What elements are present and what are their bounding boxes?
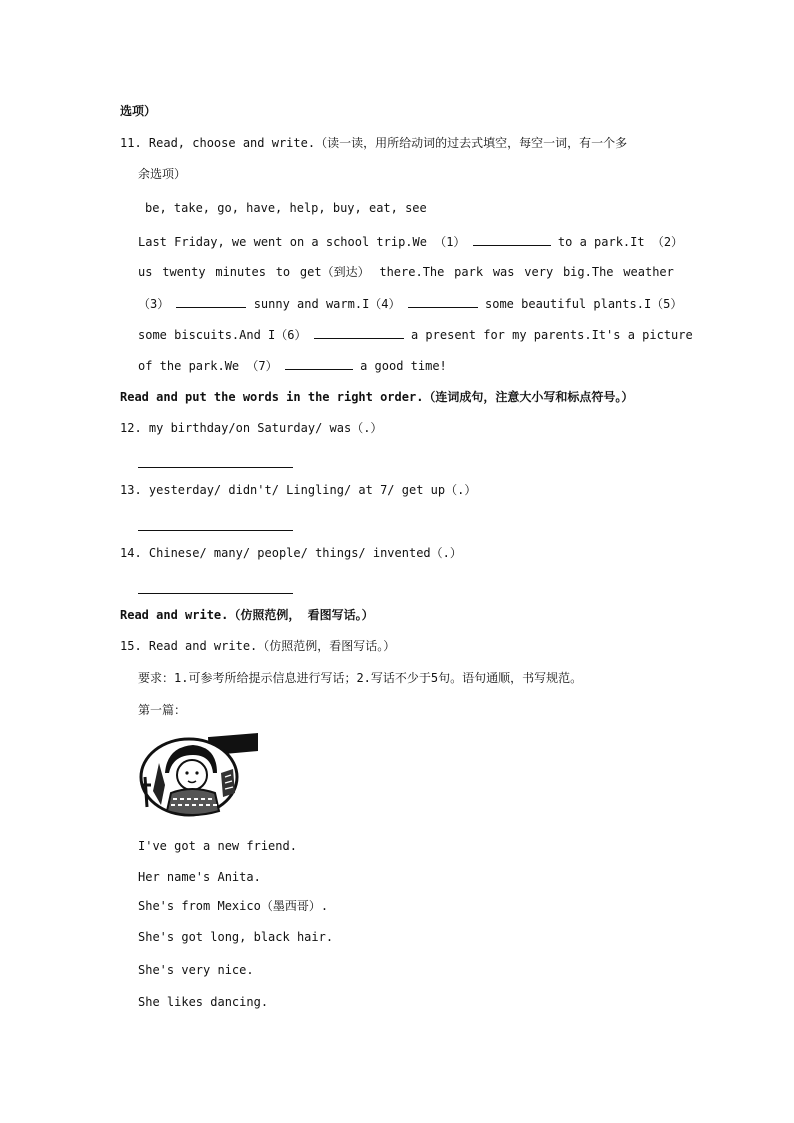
word: minutes	[215, 265, 266, 279]
example-sentence: She's from Mexico（墨西哥）.	[138, 899, 329, 913]
blank-1[interactable]	[473, 233, 551, 246]
blank-6[interactable]	[314, 326, 404, 339]
blank-4[interactable]	[408, 295, 478, 308]
example-sentence: She's got long, black hair.	[138, 930, 334, 944]
q11-line-4-b: a present for my parents.It's a picture	[410, 328, 693, 342]
example-sentence: She likes dancing.	[138, 995, 269, 1009]
word: there.The	[379, 265, 445, 279]
section-heading-order: Read and put the words in the right order.（连词成句，注意大小写和标点符号。）	[120, 390, 634, 404]
q11-line-3	[138, 295, 682, 312]
q11-line-5	[138, 357, 447, 374]
q15-part-label: 第一篇：	[138, 703, 187, 717]
q11-line-5-b: a good time!	[360, 359, 447, 373]
q11-title-cont: 余选项）	[138, 167, 187, 181]
q12-prompt: 12. my birthday/on Saturday/ was（.）	[120, 421, 383, 435]
q13-answer-line[interactable]	[138, 530, 293, 531]
q12-answer-line[interactable]	[138, 467, 293, 468]
word: twenty	[162, 265, 206, 279]
q11-line-2	[138, 264, 674, 280]
q11-line-1-b: to a park.It （2）	[557, 235, 684, 249]
blank-3[interactable]	[176, 295, 246, 308]
word: us	[138, 265, 153, 279]
word: very	[524, 265, 554, 279]
word: was	[492, 265, 515, 279]
section-heading-options: 选项）	[120, 104, 157, 118]
q11-line-3-b: sunny and warm.I（4）	[253, 297, 401, 311]
q11-line-1-a: Last Friday, we went on a school trip.We （1）	[138, 235, 466, 249]
q13-prompt: 13. yesterday/ didn't/ Lingling/ at 7/ get up（.）	[120, 483, 477, 497]
q14-answer-line[interactable]	[138, 593, 293, 594]
example-sentence: Her name's Anita.	[138, 870, 261, 884]
q14-prompt: 14. Chinese/ many/ people/ things/ invented（.）	[120, 546, 462, 560]
word: to	[275, 265, 291, 279]
q11-line-1	[138, 233, 683, 250]
q11-line-3-c: some beautiful plants.I（5）	[485, 297, 683, 311]
q11-line-3-a: （3）	[138, 297, 170, 311]
example-sentence: I've got a new friend.	[138, 839, 297, 853]
q15-title: 15. Read and write.（仿照范例，看图写话。）	[120, 639, 396, 653]
example-sentence: She's very nice.	[138, 963, 254, 977]
q11-line-4-a: some biscuits.And I（6）	[138, 328, 307, 342]
q15-requirement: 要求：1.可参考所给提示信息进行写话；2.写话不少于5句。语句通顺，书写规范。	[138, 671, 583, 685]
q11-title: 11. Read, choose and write.（读一读，用所给动词的过去式填空，每空一词，有一个多	[120, 136, 628, 150]
blank-7[interactable]	[285, 357, 353, 370]
section-heading-write: Read and write.（仿照范例， 看图写话。）	[120, 608, 374, 622]
q11-word-bank: be, take, go, have, help, buy, eat, see	[145, 201, 427, 215]
word: park	[454, 265, 484, 279]
q11-line-4	[138, 326, 693, 343]
word: get（到达）	[299, 265, 370, 279]
word: weather	[623, 265, 674, 279]
girl-with-flag-illustration	[137, 733, 260, 819]
q11-line-5-a: of the park.We （7）	[138, 359, 278, 373]
word: big.The	[562, 265, 614, 279]
